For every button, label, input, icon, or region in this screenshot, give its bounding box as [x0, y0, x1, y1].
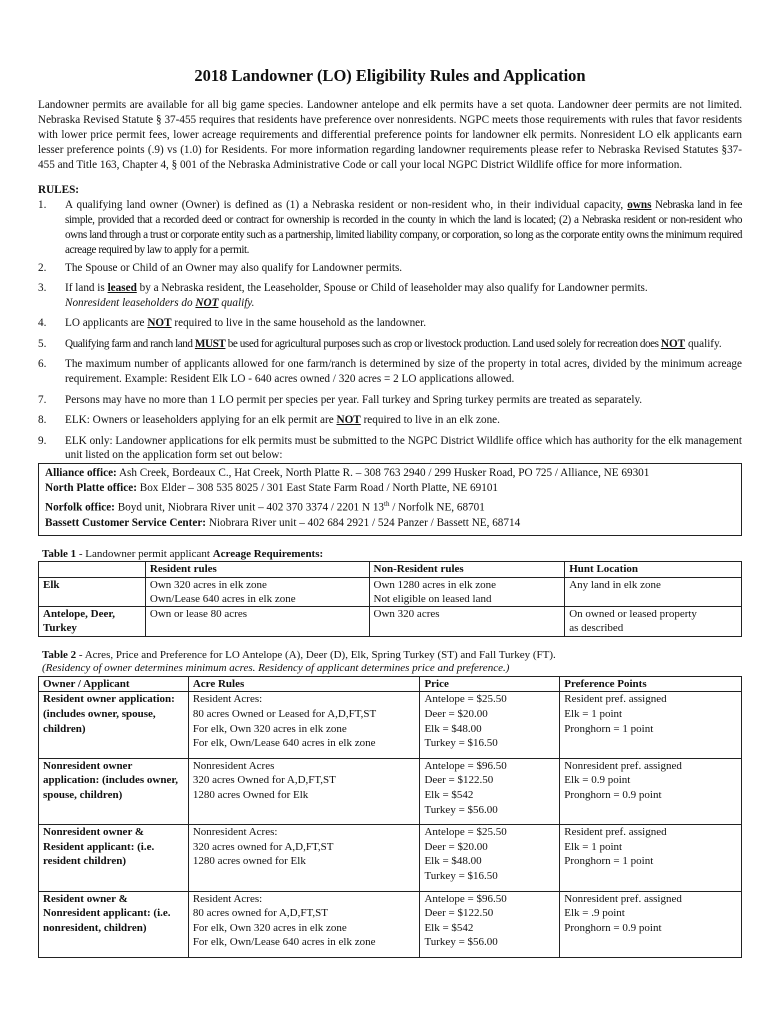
rule-number: 9.: [38, 434, 47, 447]
rule-2: 2. The Spouse or Child of an Owner may also qualify for Landowner permits.: [38, 261, 403, 274]
intro-paragraph: Landowner permits are available for all big game species. Landowner antelope and elk permits have a set quota. Landowner deer permits are not limited. Nebraska Revised Statute § 37-455 requires that residents have preference over nonresidents. NGPC meets those requirements with rules that favor residents with lower price permit fees, lower acreage requirements and differential preference points for landowner elk permits. Nonresident LO elk applicants earn lesser preference points (.9) vs (1.0) for Residents. For more information regarding landowner requirements please refer to Nebraska Revised Statutes §37-455 and Title 163, Chapter 4, § 001 of the Nebraska Administrative Code or call your local NGPC District Wildlife office for more information.: [38, 99, 742, 172]
rule-number: 4.: [38, 317, 47, 330]
table2-caption-note: (Residency of owner determines minimum acres. Residency of applicant determines price and preference.): [42, 662, 510, 675]
office-north-platte: North Platte office: Box Elder – 308 535 8025 / 301 East State Farm Road / North Platte, NE 69101: [45, 482, 499, 495]
table-header-row: [39, 676, 742, 692]
rule-1: 1. A qualifying land owner (Owner) is defined as (1) a Nebraska resident or non-resident who, in their individual capacity, owns Nebraska land in fee simple, provided that a recorded deed or contract for ownership is recorded in the county in which the land is located; (2) a Nebraska resident or non-resident who owns land through a trust or corporate entity such as a partnership, limited liability company, or corporation, so long as the corporate entity owns the minimum required acreage required by law to apply for a permit.: [38, 199, 742, 256]
office-norfolk: Norfolk office: Boyd unit, Niobrara River unit – 402 370 3374 / 2201 N 13th / Norfolk NE, 68701: [45, 499, 485, 514]
col-header: Price: [420, 676, 560, 692]
table-row: Resident owner application: (includes owner, spouse, children) Resident Acres: 80 acres Owned or Leased for A,D,FT,ST For elk, Own 320 acres in elk zone For elk, Own/Lease 640 acres in elk zone Antelope = $25.50 Deer = $20.00 Elk = $48.00 Turkey = $16.50 Resident pref. assigned Elk = 1 point Pronghorn = 1 point: [39, 692, 742, 758]
row-label: Resident owner application: (includes owner, spouse, children): [39, 692, 189, 758]
table1-caption: Table 1 - Landowner permit applicant Acreage Requirements:: [42, 548, 324, 561]
rule-number: 2.: [38, 261, 47, 274]
rule-5: 5. Qualifying farm and ranch land MUST be used for agricultural purposes such as crop or livestock production. Land used solely for recreation does NOT qualify.: [38, 337, 722, 350]
document-page: [38, 66, 742, 958]
table-row: Elk Own 320 acres in elk zone Own/Lease 640 acres in elk zone Own 1280 acres in elk zone Not eligible on leased land Any land in elk zone: [39, 577, 742, 606]
office-bassett: Bassett Customer Service Center: Niobrara River unit – 402 684 2921 / 524 Panzer / Bassett NE, 68714: [45, 516, 521, 529]
page-title: 2018 Landowner (LO) Eligibility Rules and Application: [194, 66, 586, 85]
rule-number: 7.: [38, 393, 47, 406]
table-row: Nonresident owner application: (includes owner, spouse, children) Nonresident Acres 320 acres Owned for A,D,FT,ST 1280 acres Owned for Elk Antelope = $96.50 Deer = $122.50 Elk = $542 Turkey = $56.00 Nonresident pref. assigned Elk = 0.9 point Pronghorn = 0.9 point: [39, 758, 742, 824]
rule-6: 6. The maximum number of applicants allowed for one farm/ranch is determined by size of the property in total acres, divided by the minimum acreage requirement. Example: Resident Elk LO - 640 acres owned / 320 acres = 2 LO applications allowed.: [38, 358, 742, 386]
col-header: Owner / Applicant: [39, 676, 189, 692]
table-row: Antelope, Deer, Turkey Own or lease 80 acres Own 320 acres On owned or leased property as described: [39, 607, 742, 636]
rule-9: 9. ELK only: Landowner applications for elk permits must be submitted to the NGPC District Wildlife office which has authority for the elk management unit listed on the application form set out below:: [38, 434, 742, 462]
col-header: Acre Rules: [188, 676, 420, 692]
rule-number: 5.: [38, 337, 47, 350]
table-row: Resident owner & Nonresident applicant: (i.e. nonresident, children) Resident Acres: 80 acres owned for A,D,FT,ST For elk, Own 320 acres in elk zone For elk, Own/Lease 640 acres in elk zone Antelope = $96.50 Deer = $122.50 Elk = $542 Turkey = $56.00 Nonresident pref. assigned Elk = .9 point Pronghorn = 0.9 point: [39, 891, 742, 957]
row-label: Nonresident owner & Resident applicant: (i.e. resident children): [39, 825, 189, 891]
row-label: Elk: [39, 577, 146, 606]
emphasis-not: NOT: [147, 317, 172, 330]
emphasis-owns: owns: [627, 199, 652, 212]
acreage-requirements-table: [38, 561, 742, 636]
emphasis-leased: leased: [107, 282, 137, 295]
price-preference-table: [38, 676, 742, 958]
rule-8: 8. ELK: Owners or leaseholders applying for an elk permit are NOT required to live in an elk zone.: [38, 414, 500, 427]
row-label: Antelope, Deer, Turkey: [39, 607, 146, 636]
rules-list: [38, 198, 742, 463]
table-header-row: [39, 562, 742, 578]
office-alliance: Alliance office: Ash Creek, Bordeaux C., Hat Creek, North Platte R. – 308 763 2940 / 299 Husker Road, PO 725 / Alliance, NE 69301: [45, 467, 650, 480]
emphasis-not: NOT: [336, 414, 361, 427]
rule-number: 3.: [38, 282, 47, 295]
rule-3: 3. If land is leased by a Nebraska resident, the Leaseholder, Spouse or Child of leaseholder may also qualify for Landowner permits. Nonresident leaseholders do NOT qualify.: [38, 282, 648, 309]
rule-number: 8.: [38, 414, 47, 427]
table-row: Nonresident owner & Resident applicant: (i.e. resident children) Nonresident Acres: 320 acres owned for A,D,FT,ST 1280 acres owned for Elk Antelope = $25.50 Deer = $20.00 Elk = $48.00 Turkey = $16.50 Resident pref. assigned Elk = 1 point Pronghorn = 1 point: [39, 825, 742, 891]
col-header: Non-Resident rules: [369, 562, 565, 578]
rule-number: 6.: [38, 358, 47, 371]
rule-7: 7. Persons may have no more than 1 LO permit per species per year. Fall turkey and Spring turkey permits are treated as separately.: [38, 393, 643, 406]
row-label: Resident owner & Nonresident applicant: (i.e. nonresident, children): [39, 891, 189, 957]
col-header: Preference Points: [560, 676, 742, 692]
table2-caption: Table 2 - Acres, Price and Preference for LO Antelope (A), Deer (D), Elk, Spring Turkey (ST) and Fall Turkey (FT). (Residency of owner determines minimum acres. Residency of applicant determines price and preference.): [42, 648, 556, 675]
rule-number: 1.: [38, 199, 47, 212]
emphasis-not: NOT: [195, 296, 219, 309]
col-header: Resident rules: [145, 562, 369, 578]
rule-4: 4. LO applicants are NOT required to live in the same household as the landowner.: [38, 317, 427, 330]
row-label: Nonresident owner application: (includes owner, spouse, children): [39, 758, 189, 824]
col-header: Hunt Location: [565, 562, 742, 578]
emphasis-not: NOT: [660, 337, 686, 350]
elk-offices-box: [38, 463, 742, 536]
emphasis-must: MUST: [194, 337, 226, 350]
rules-heading: RULES:: [38, 184, 80, 197]
